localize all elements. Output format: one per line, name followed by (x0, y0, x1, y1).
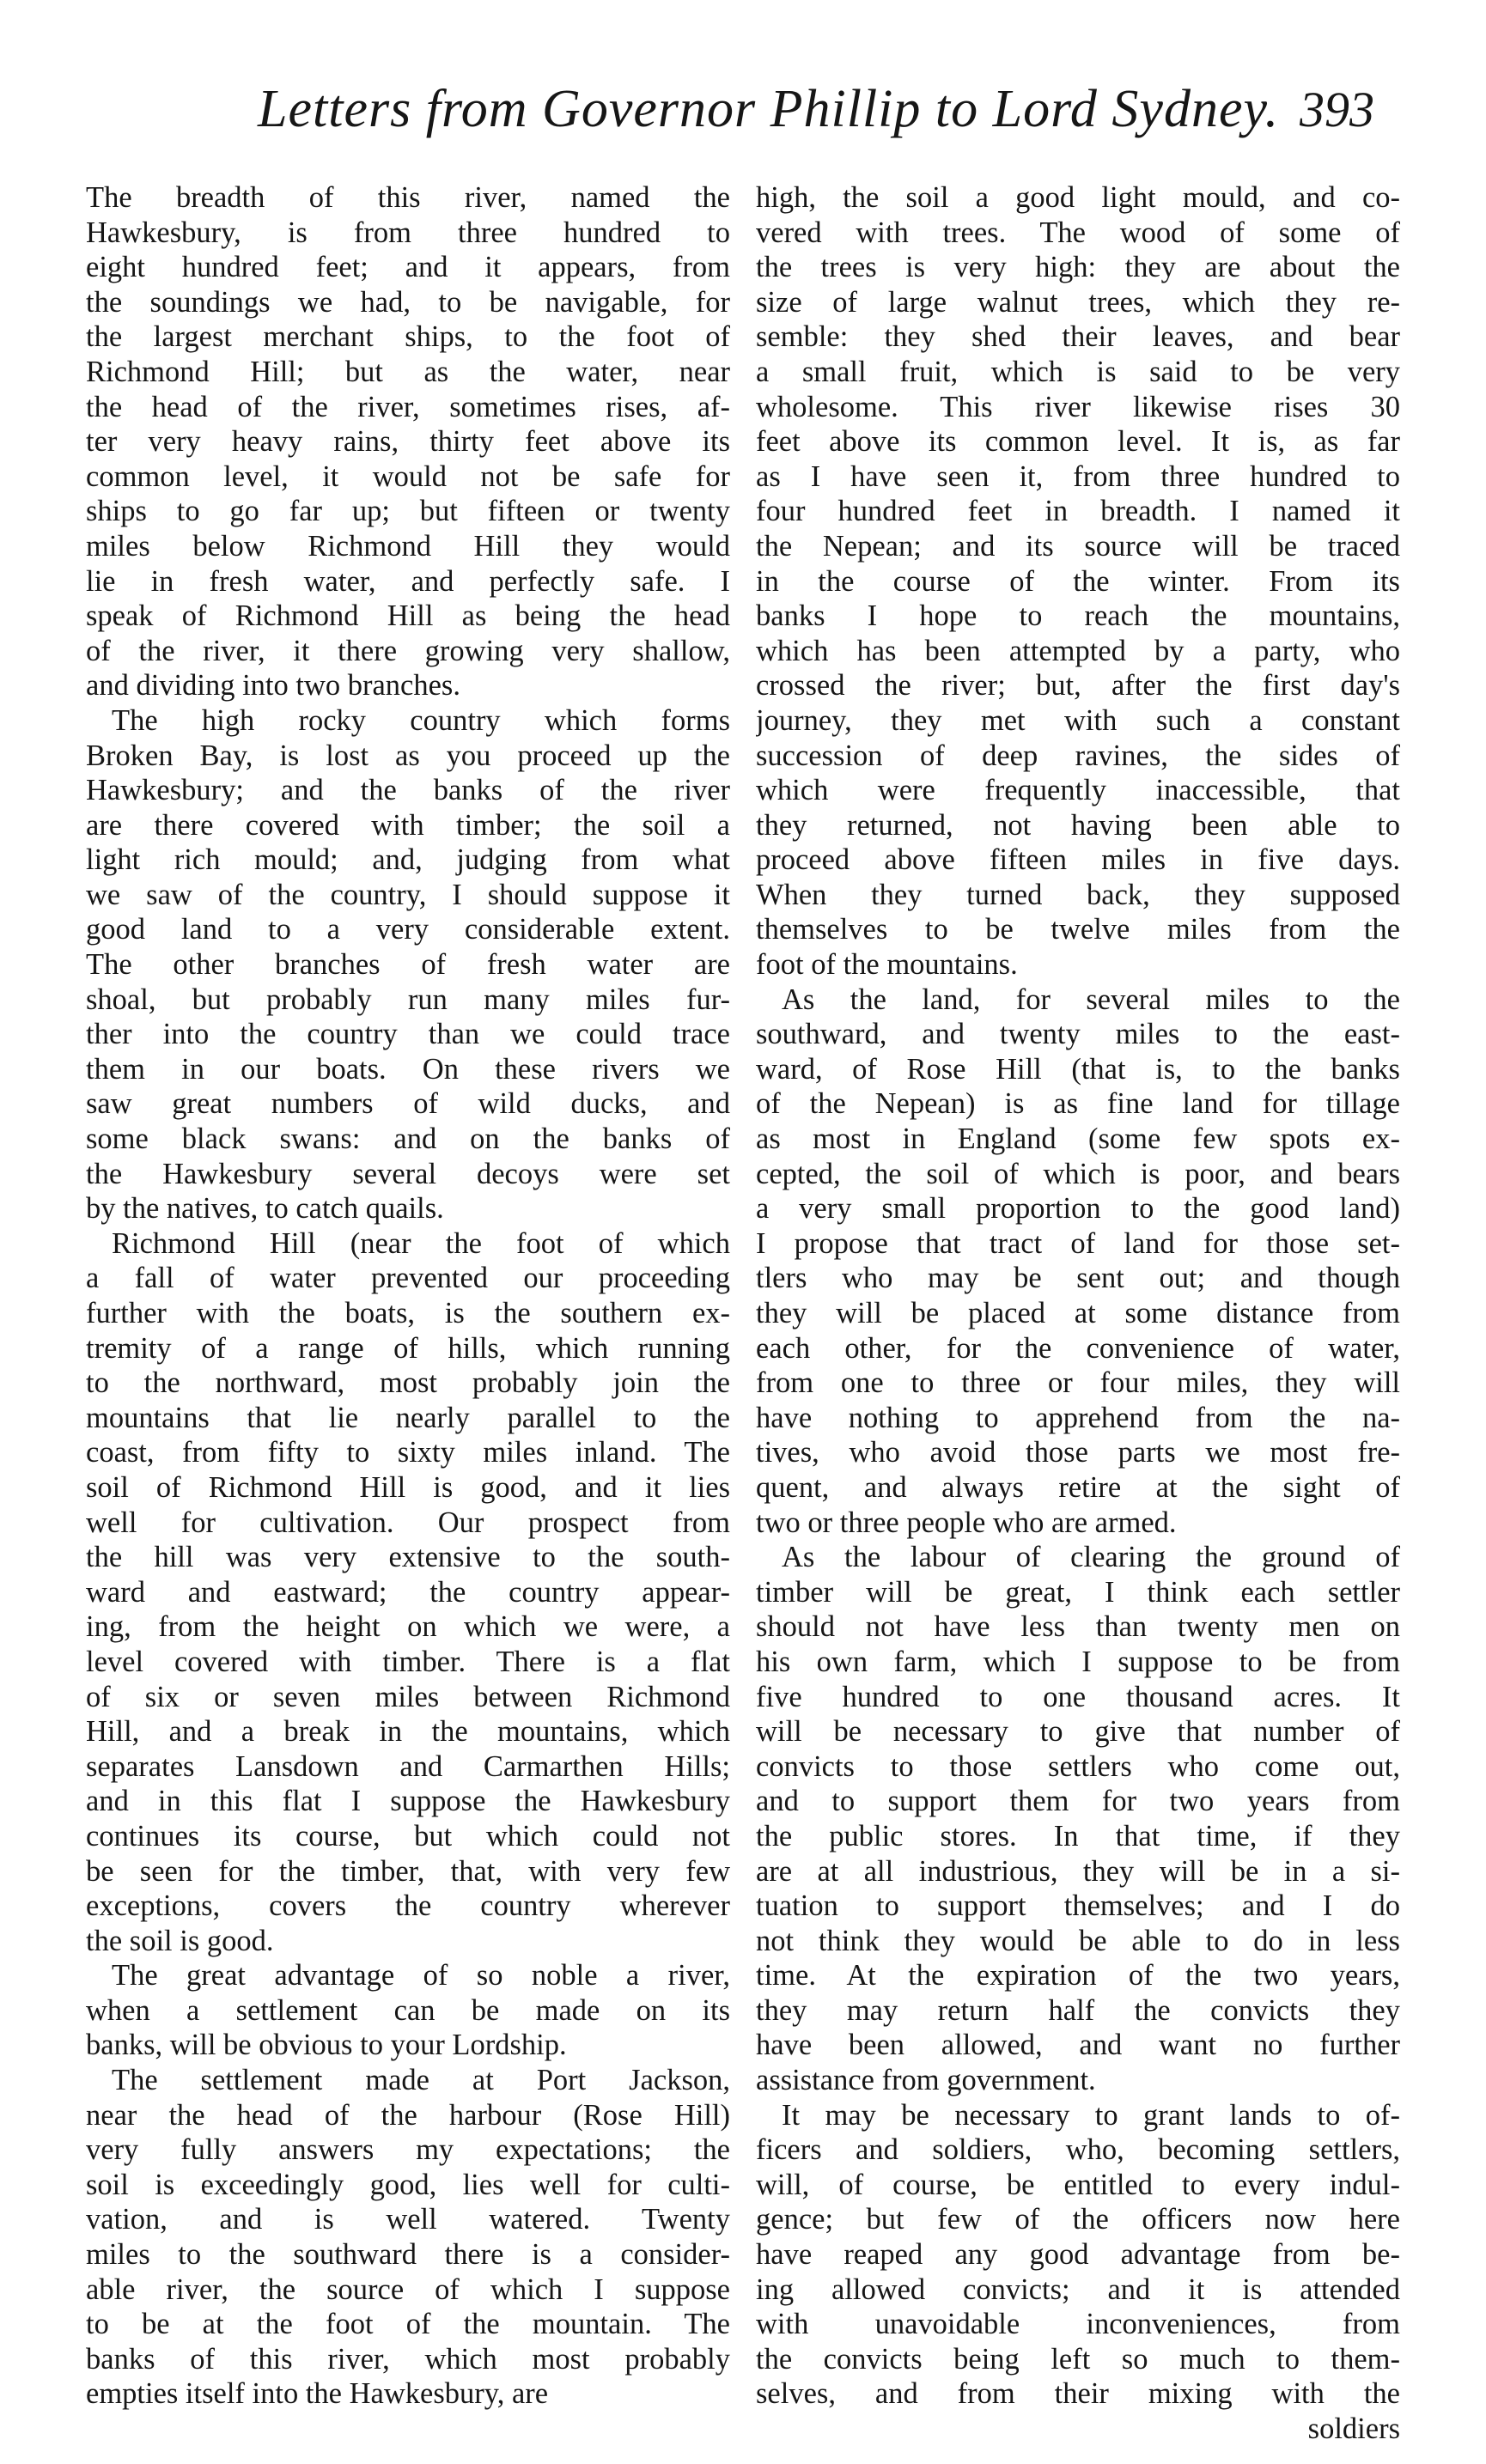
text-line: themselves to be twelve miles from the (756, 913, 1400, 946)
text-line: good land to a very considerable extent. (86, 913, 730, 946)
text-line: and to support them for two years from (756, 1785, 1400, 1818)
text-line: mountains that lie nearly parallel to the (86, 1401, 730, 1434)
text-line: we saw of the country, I should suppose it (86, 878, 730, 911)
text-line: Broken Bay, is lost as you proceed up the (86, 739, 730, 772)
text-line: selves, and from their mixing with the (756, 2377, 1400, 2411)
text-line: of the Nepean) is as fine land for tillage (756, 1087, 1400, 1121)
text-line: wholesome. This river likewise rises 30 (756, 390, 1400, 423)
text-line: Hawkesbury, is from three hundred to (86, 216, 730, 249)
running-title: Letters from Governor Phillip to Lord Sydney. (258, 80, 1280, 138)
text-line: in the course of the winter. From its (756, 564, 1400, 598)
text-line: a small fruit, which is said to be very (756, 355, 1400, 388)
text-line: high, the soil a good light mould, and co- (756, 181, 1400, 214)
text-line: some black swans: and on the banks of (86, 1122, 730, 1156)
text-line: light rich mould; and, judging from what (86, 843, 730, 877)
text-line: southward, and twenty miles to the east- (756, 1018, 1400, 1051)
text-line: Richmond Hill (near the foot of which (112, 1226, 730, 1260)
text-line: very fully answers my expectations; the (86, 2133, 730, 2167)
text-line: eight hundred feet; and it appears, from (86, 251, 730, 284)
text-line: will be necessary to give that number of (756, 1715, 1400, 1749)
text-line: Richmond Hill; but as the water, near (86, 355, 730, 388)
text-line: When they turned back, they supposed (756, 878, 1400, 911)
text-line: feet above its common level. It is, as far (756, 425, 1400, 459)
text-line: soldiers (1307, 2412, 1400, 2445)
text-line: a fall of water prevented our proceeding (86, 1262, 730, 1295)
text-line: vered with trees. The wood of some of (756, 216, 1400, 249)
text-line: the convicts being left so much to them- (756, 2342, 1400, 2376)
text-line: and in this flat I suppose the Hawkesbury (86, 1785, 730, 1818)
text-line: have nothing to apprehend from the na- (756, 1401, 1400, 1434)
text-line: tives, who avoid those parts we most fre- (756, 1436, 1400, 1469)
text-line: ther into the country than we could trace (86, 1018, 730, 1051)
text-line: level covered with timber. There is a flat (86, 1645, 730, 1678)
text-line: Hill, and a break in the mountains, which (86, 1715, 730, 1749)
text-line: ships to go far up; but fifteen or twenty (86, 495, 730, 528)
text-line: of six or seven miles between Richmond (86, 1680, 730, 1713)
text-line: they will be placed at some distance from (756, 1297, 1400, 1329)
text-line: they may return half the convicts they (756, 1993, 1400, 2027)
text-line: banks, will be obvious to your Lordship. (86, 2029, 567, 2062)
text-line: not think they would be able to do in less (756, 1924, 1400, 1957)
text-line: cepted, the soil of which is poor, and bears (756, 1157, 1400, 1190)
text-line: quent, and always retire at the sight of (756, 1470, 1400, 1504)
text-line: have reaped any good advantage from be- (756, 2238, 1400, 2272)
text-line: four hundred feet in breadth. I named it (756, 495, 1400, 528)
text-line: his own farm, which I suppose to be from (756, 1645, 1400, 1678)
text-line: speak of Richmond Hill as being the head (86, 599, 730, 633)
text-line: I propose that tract of land for those set- (756, 1226, 1400, 1260)
text-line: two or three people who are armed. (756, 1506, 1177, 1539)
text-line: to be at the foot of the mountain. The (86, 2308, 730, 2341)
text-line: timber will be great, I think each settler (756, 1575, 1400, 1609)
text-line: with unavoidable inconveniences, from (756, 2308, 1400, 2341)
text-line: ficers and soldiers, who, becoming settlers, (756, 2133, 1400, 2167)
text-line: when a settlement can be made on its (86, 1993, 730, 2027)
text-line: semble: they shed their leaves, and bear (756, 320, 1400, 354)
text-line: The settlement made at Port Jackson, (112, 2064, 730, 2097)
text-line: the soundings we had, to be navigable, for (86, 285, 730, 319)
page-number: 393 (1300, 82, 1374, 137)
text-line: able river, the source of which I suppose (86, 2272, 730, 2306)
text-line: the trees is very high: they are about the (756, 251, 1400, 284)
text-line: common level, it would not be safe for (86, 459, 730, 493)
text-line: of the river, it there growing very shallow, (86, 634, 730, 667)
text-line: foot of the mountains. (756, 948, 1018, 982)
text-column-left (86, 180, 730, 2412)
text-line: miles below Richmond Hill they would (86, 529, 730, 563)
text-line: saw great numbers of wild ducks, and (86, 1087, 730, 1121)
text-line: convicts to those settlers who come out, (756, 1749, 1400, 1783)
text-line: banks of this river, which most probably (86, 2342, 730, 2376)
text-line: journey, they met with such a constant (756, 703, 1400, 737)
text-line: The great advantage of so noble a river, (112, 1959, 730, 1992)
text-line: they returned, not having been able to (756, 808, 1400, 842)
text-column-right (756, 180, 1400, 2447)
text-line: five hundred to one thousand acres. It (756, 1680, 1400, 1713)
text-line: As the land, for several miles to the (782, 983, 1400, 1016)
text-line: them in our boats. On these rivers we (86, 1052, 730, 1086)
text-line: from one to three or four miles, they will (756, 1366, 1400, 1400)
text-line: should not have less than twenty men on (756, 1610, 1400, 1644)
text-line: The high rocky country which forms (112, 703, 730, 737)
text-line: as most in England (some few spots ex- (756, 1122, 1400, 1156)
text-line: the public stores. In that time, if they (756, 1819, 1400, 1853)
text-line: The other branches of fresh water are (86, 948, 730, 982)
text-line: tlers who may be sent out; and though (756, 1262, 1400, 1295)
text-line: assistance from government. (756, 2064, 1096, 2097)
text-line: are there covered with timber; the soil a (86, 808, 730, 842)
text-line: size of large walnut trees, which they re- (756, 285, 1400, 319)
text-line: which were frequently inaccessible, that (756, 774, 1400, 807)
text-line: ing, from the height on which we were, a (86, 1610, 730, 1644)
text-line: As the labour of clearing the ground of (782, 1541, 1400, 1574)
text-line: the Hawkesbury several decoys were set (86, 1157, 730, 1190)
text-line: well for cultivation. Our prospect from (86, 1506, 730, 1539)
text-line: are at all industrious, they will be in a si- (756, 1854, 1400, 1888)
text-line: ing allowed convicts; and it is attended (756, 2272, 1400, 2306)
text-line: be seen for the timber, that, with very few (86, 1854, 730, 1888)
text-line: will, of course, be entitled to every indul- (756, 2168, 1400, 2201)
text-line: the Nepean; and its source will be traced (756, 529, 1400, 563)
text-line: succession of deep ravines, the sides of (756, 739, 1400, 772)
text-line: the hill was very extensive to the south- (86, 1541, 730, 1574)
text-line: to the northward, most probably join the (86, 1366, 730, 1400)
text-line: near the head of the harbour (Rose Hill) (86, 2098, 730, 2132)
text-line: It may be necessary to grant lands to of- (782, 2098, 1400, 2132)
text-line: The breadth of this river, named the (86, 181, 730, 214)
text-line: proceed above fifteen miles in five days. (756, 843, 1400, 877)
text-line: separates Lansdown and Carmarthen Hills; (86, 1749, 730, 1783)
text-line: ward, of Rose Hill (that is, to the banks (756, 1052, 1400, 1086)
text-line: as I have seen it, from three hundred to (756, 459, 1400, 493)
text-line: time. At the expiration of the two years, (756, 1959, 1400, 1992)
text-line: miles to the southward there is a consider- (86, 2238, 730, 2272)
text-line: crossed the river; but, after the first day's (756, 669, 1400, 703)
text-line: tremity of a range of hills, which running (86, 1331, 730, 1365)
text-line: further with the boats, is the southern ex- (86, 1297, 730, 1329)
text-line: a very small proportion to the good land) (756, 1192, 1400, 1226)
text-line: the largest merchant ships, to the foot of (86, 320, 730, 354)
text-line: ter very heavy rains, thirty feet above its (86, 425, 730, 459)
text-line: Hawkesbury; and the banks of the river (86, 774, 730, 807)
text-line: banks I hope to reach the mountains, (756, 599, 1400, 633)
text-line: and dividing into two branches. (86, 669, 460, 703)
text-line: shoal, but probably run many miles fur- (86, 983, 730, 1016)
page-header (129, 79, 1374, 165)
text-line: soil is exceedingly good, lies well for culti- (86, 2168, 730, 2201)
text-line: gence; but few of the officers now here (756, 2203, 1400, 2236)
text-line: tuation to support themselves; and I do (756, 1889, 1400, 1923)
text-line: ward and eastward; the country appear- (86, 1575, 730, 1609)
text-line: exceptions, covers the country wherever (86, 1889, 730, 1923)
text-line: each other, for the convenience of water, (756, 1331, 1400, 1365)
text-line: lie in fresh water, and perfectly safe. I (86, 564, 730, 598)
text-line: have been allowed, and want no further (756, 2029, 1400, 2062)
text-line: soil of Richmond Hill is good, and it lies (86, 1470, 730, 1504)
text-line: by the natives, to catch quails. (86, 1192, 444, 1226)
text-line: vation, and is well watered. Twenty (86, 2203, 730, 2236)
text-line: coast, from fifty to sixty miles inland. The (86, 1436, 730, 1469)
text-line: the soil is good. (86, 1924, 274, 1957)
text-line: the head of the river, sometimes rises, af- (86, 390, 730, 423)
text-line: empties itself into the Hawkesbury, are (86, 2377, 549, 2411)
text-line: continues its course, but which could not (86, 1819, 730, 1853)
text-line: which has been attempted by a party, who (756, 634, 1400, 667)
